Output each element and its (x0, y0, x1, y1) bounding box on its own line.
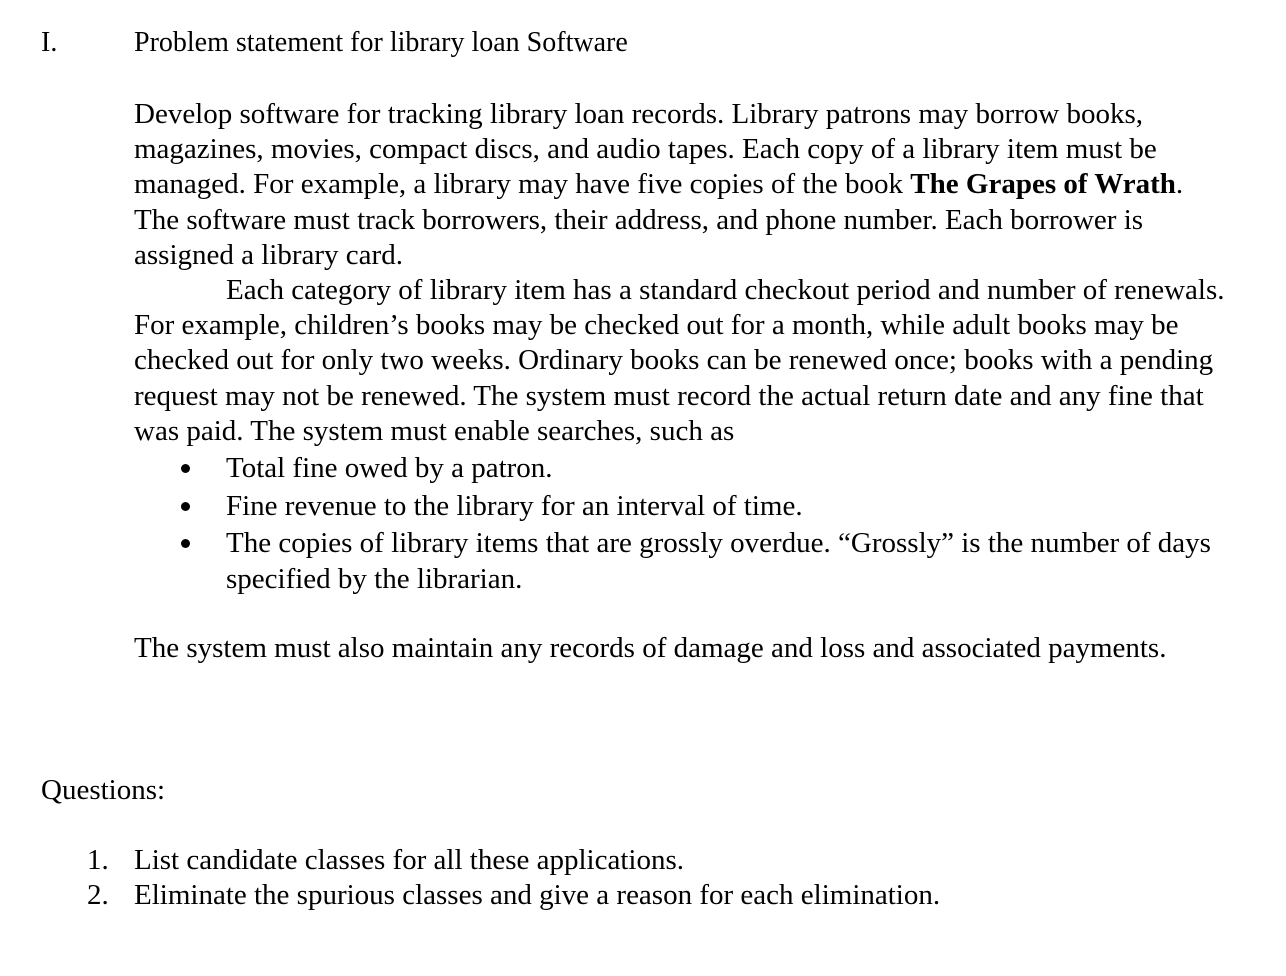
question-number: 1. (87, 844, 109, 876)
section-number: I. (41, 27, 58, 58)
list-item (134, 451, 1234, 486)
paragraph-2-text: Each category of library item has a standard checkout period and number of renewals. For example, children’s books may be checked out for a month, while adult books may be checked out for only two weeks. Ordinary books can be renewed once; books with a pending request may not be renewed. The system must record the actual return date and any fine that was paid. The system must enable searches, such as (134, 274, 1225, 447)
paragraph-1-text-end: . The software must track borrowers, their address, and phone number. Each borrower is assigned a library card. (134, 168, 1184, 271)
damage-loss-statement: The system must also maintain any records of damage and loss and associated payments. (134, 632, 1167, 664)
problem-paragraph-2 (134, 273, 1234, 449)
section-title: Problem statement for library loan Software (134, 27, 628, 58)
paragraph-1-text-start: Develop software for tracking library loan records. Library patrons may borrow books, magazines, movies, compact discs, and audio tapes. Each copy of a library item must be managed. For example, a library may have five copies of the book (134, 98, 1157, 201)
list-item-text: The copies of library items that are grossly overdue. “Grossly” is the number of days specified by the librarian. (226, 527, 1211, 595)
question-item (41, 878, 940, 913)
list-item (134, 526, 1234, 596)
problem-paragraph-1 (134, 97, 1234, 273)
questions-heading: Questions: (41, 774, 166, 806)
bullet-icon (181, 464, 190, 473)
book-title-bold: The Grapes of Wrath (910, 168, 1176, 201)
search-requirements-list (134, 451, 1234, 599)
list-item-text: Fine revenue to the library for an interval of time. (226, 489, 803, 522)
questions-list (41, 843, 940, 913)
question-text: Eliminate the spurious classes and give a reason for each elimination. (134, 879, 941, 912)
list-item-text: Total fine owed by a patron. (226, 452, 553, 484)
question-number: 2. (87, 879, 109, 912)
question-text: List candidate classes for all these applications. (134, 844, 685, 876)
bullet-icon (181, 502, 190, 511)
list-item (134, 489, 1234, 524)
bullet-icon (181, 539, 190, 548)
question-item (41, 843, 940, 878)
